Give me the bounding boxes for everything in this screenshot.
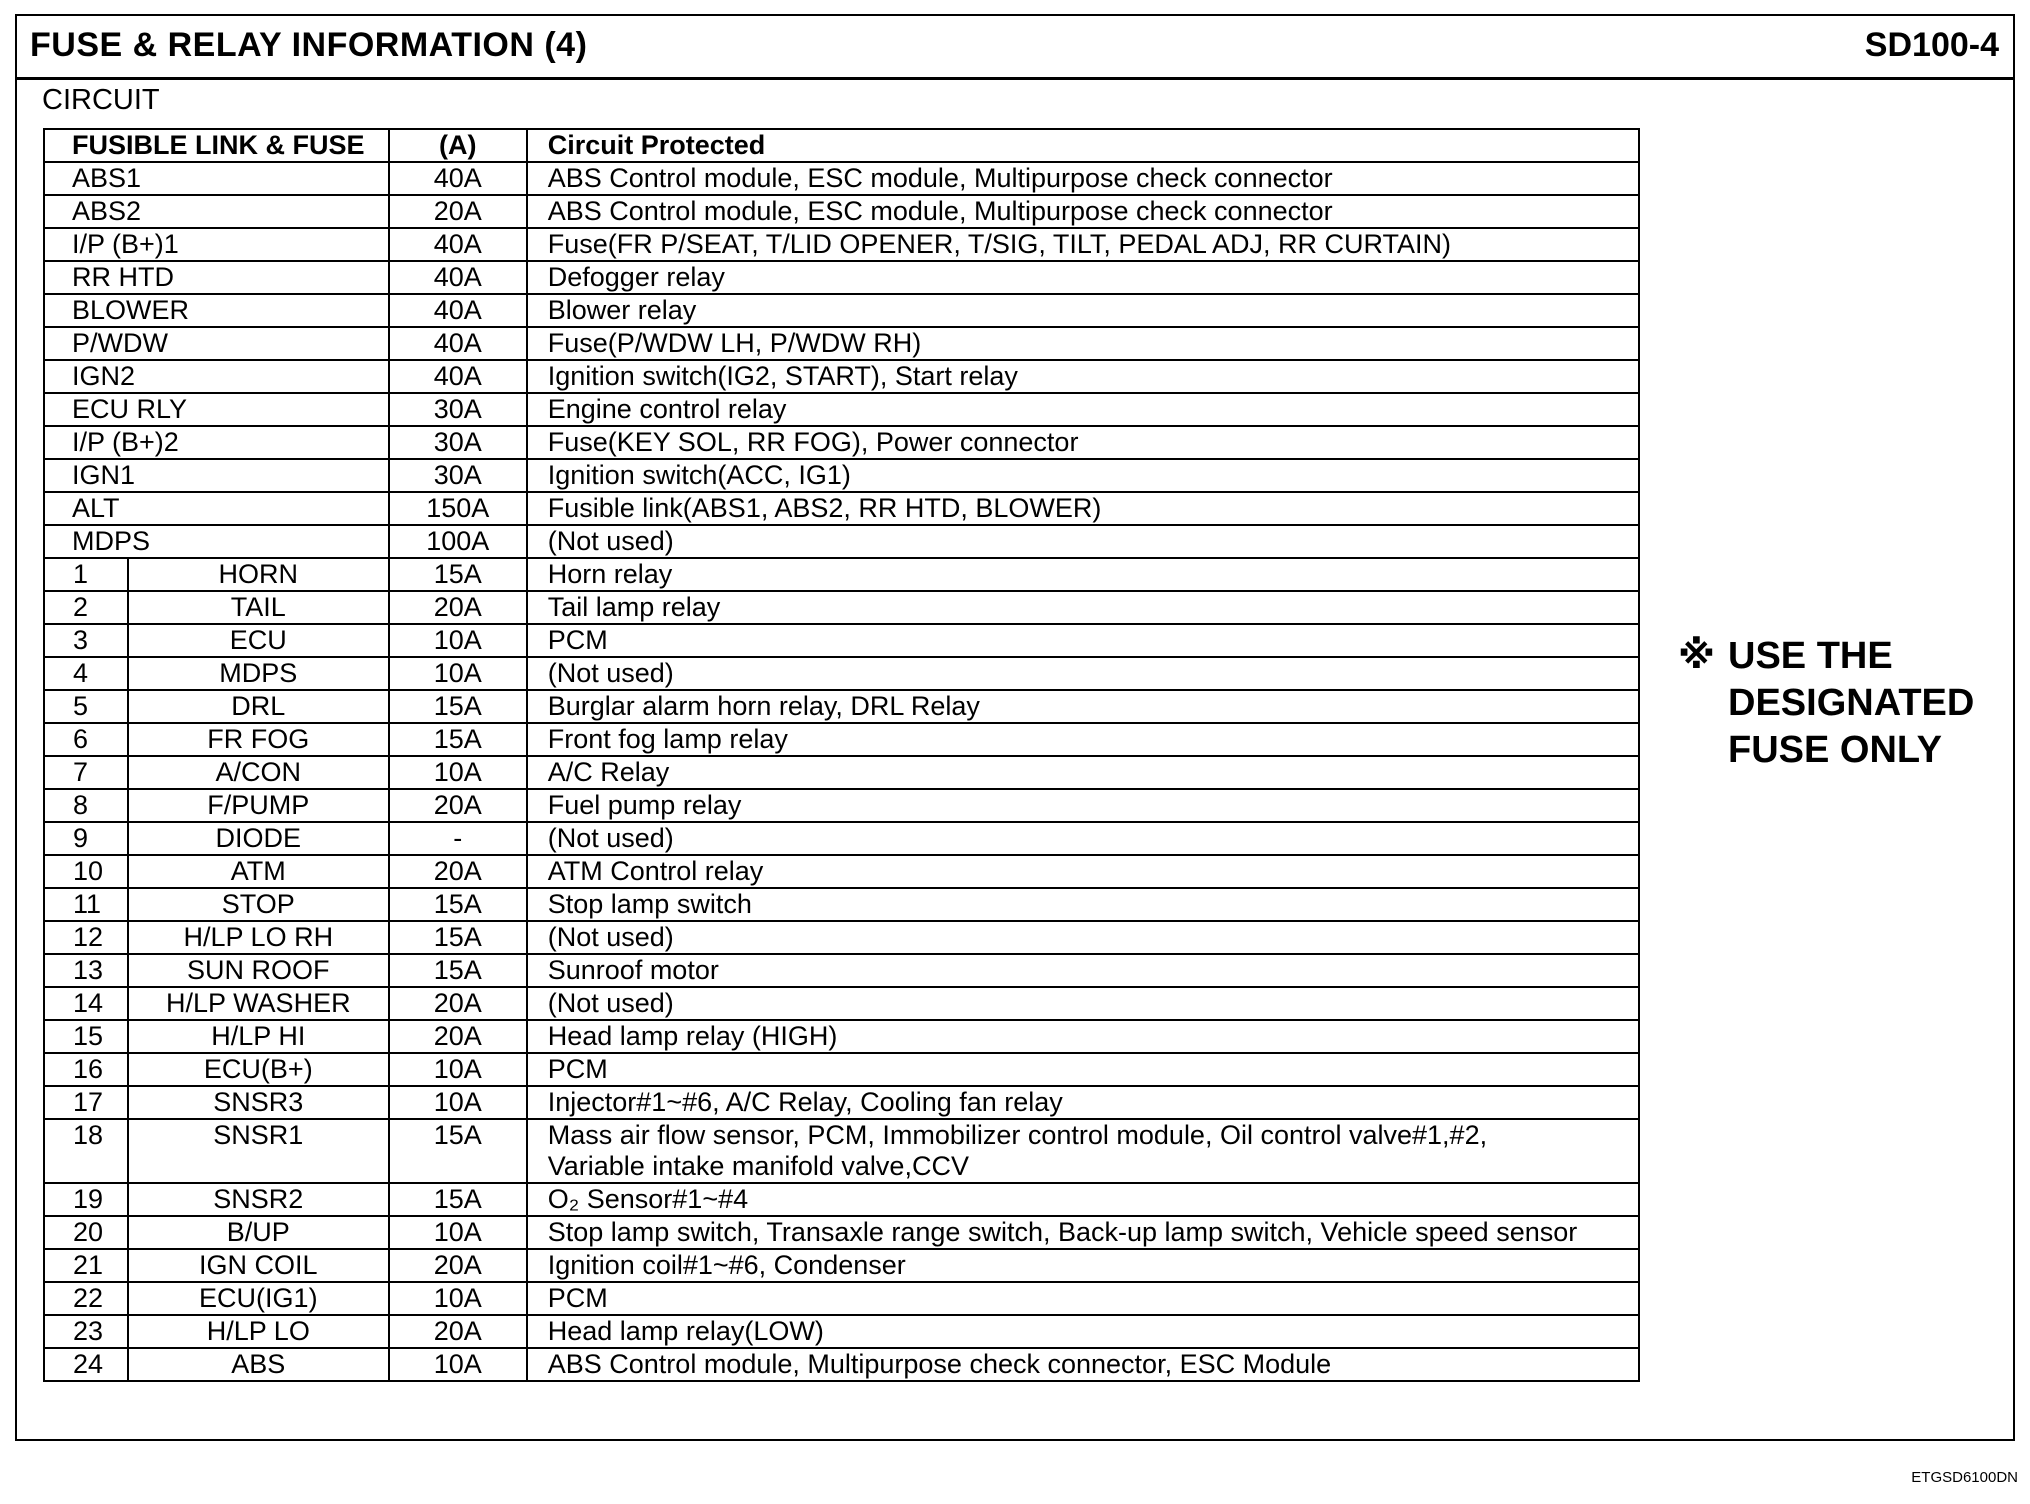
fuse-amps: 10A: [389, 624, 527, 657]
fusible-link-amps: 100A: [389, 525, 527, 558]
fuse-number: 10: [44, 855, 128, 888]
fuse-amps: 15A: [389, 1183, 527, 1216]
fusible-link-amps: 40A: [389, 360, 527, 393]
fusible-link-row: [44, 525, 1639, 558]
fuse-circuit-line: Tail lamp relay: [547, 592, 721, 622]
fuse-number: 12: [44, 921, 128, 954]
fuse-number: 17: [44, 1086, 128, 1119]
fuse-number: 18: [44, 1119, 128, 1183]
fuse-name: ECU(B+): [128, 1053, 389, 1086]
fuse-amps: 15A: [389, 723, 527, 756]
fuse-circuit-line: Injector#1~#6, A/C Relay, Cooling fan relay: [547, 1087, 1063, 1117]
fuse-name: SNSR3: [128, 1086, 389, 1119]
fuse-number: 15: [44, 1020, 128, 1053]
fusible-link-circuit: Fuse(KEY SOL, RR FOG), Power connector: [527, 426, 1639, 459]
fuse-amps: 15A: [389, 954, 527, 987]
fusible-link-name: IGN2: [44, 360, 389, 393]
fuse-circuit: [527, 1282, 1639, 1315]
fuse-name: IGN COIL: [128, 1249, 389, 1282]
fuse-circuit: [527, 1216, 1639, 1249]
fuse-number: 8: [44, 789, 128, 822]
fuse-circuit: [527, 1348, 1639, 1381]
fuse-name: ABS: [128, 1348, 389, 1381]
fuse-number: 24: [44, 1348, 128, 1381]
fuse-name: DRL: [128, 690, 389, 723]
fuse-row: [44, 723, 1639, 756]
fuse-number: 4: [44, 657, 128, 690]
fusible-link-circuit: Engine control relay: [527, 393, 1639, 426]
header-bar: [17, 16, 2013, 80]
fuse-circuit-line: Ignition coil#1~#6, Condenser: [547, 1250, 906, 1280]
fuse-name: A/CON: [128, 756, 389, 789]
fusible-link-row: [44, 327, 1639, 360]
fuse-circuit-line: Sunroof motor: [547, 955, 719, 985]
fusible-link-name: I/P (B+)2: [44, 426, 389, 459]
fuse-circuit: [527, 723, 1639, 756]
fuse-name: ECU(IG1): [128, 1282, 389, 1315]
fuse-name: F/PUMP: [128, 789, 389, 822]
fuse-circuit-line: Head lamp relay (HIGH): [547, 1021, 838, 1051]
table-header-row: [44, 129, 1639, 162]
fuse-amps: 15A: [389, 921, 527, 954]
fuse-name: DIODE: [128, 822, 389, 855]
fuse-number: 5: [44, 690, 128, 723]
fusible-link-name: P/WDW: [44, 327, 389, 360]
fuse-name: FR FOG: [128, 723, 389, 756]
fuse-circuit-line: O₂ Sensor#1~#4: [547, 1184, 749, 1214]
fuse-row: [44, 789, 1639, 822]
fuse-circuit-line: (Not used): [547, 988, 674, 1018]
fuse-amps: 20A: [389, 1315, 527, 1348]
fuse-number: 3: [44, 624, 128, 657]
fuse-circuit-line: Burglar alarm horn relay, DRL Relay: [547, 691, 980, 721]
fuse-row: [44, 987, 1639, 1020]
fusible-link-amps: 30A: [389, 393, 527, 426]
fuse-amps: 20A: [389, 987, 527, 1020]
fusible-link-circuit: Ignition switch(IG2, START), Start relay: [527, 360, 1639, 393]
fuse-amps: -: [389, 822, 527, 855]
fuse-amps: 10A: [389, 1086, 527, 1119]
fuse-circuit-line: Horn relay: [547, 559, 673, 589]
fuse-row: [44, 954, 1639, 987]
fuse-number: 13: [44, 954, 128, 987]
fusible-link-amps: 40A: [389, 228, 527, 261]
reference-mark-icon: ※: [1678, 635, 1715, 677]
fusible-link-rows: [44, 162, 1639, 558]
fusible-link-row: [44, 360, 1639, 393]
fuse-row: [44, 1249, 1639, 1282]
fuse-row: [44, 1020, 1639, 1053]
fuse-row: [44, 657, 1639, 690]
fuse-number: 16: [44, 1053, 128, 1086]
fuse-circuit: [527, 558, 1639, 591]
fuse-circuit: [527, 1053, 1639, 1086]
fuse-amps: 15A: [389, 888, 527, 921]
fuse-circuit-line: Front fog lamp relay: [547, 724, 788, 754]
fuse-circuit-line: Fuel pump relay: [547, 790, 742, 820]
page-title: FUSE & RELAY INFORMATION (4): [30, 26, 588, 64]
fuse-row: [44, 591, 1639, 624]
fusible-link-name: IGN1: [44, 459, 389, 492]
fusible-link-amps: 40A: [389, 294, 527, 327]
fuse-circuit: [527, 756, 1639, 789]
fusible-link-name: ALT: [44, 492, 389, 525]
fusible-link-name: RR HTD: [44, 261, 389, 294]
fuse-circuit-line: A/C Relay: [547, 757, 670, 787]
fuse-circuit: [527, 954, 1639, 987]
fusible-link-amps: 150A: [389, 492, 527, 525]
fuse-name: H/LP LO RH: [128, 921, 389, 954]
fuse-circuit: [527, 822, 1639, 855]
fusible-link-row: [44, 426, 1639, 459]
fuse-circuit: [527, 888, 1639, 921]
fuse-number: 1: [44, 558, 128, 591]
fuse-number: 7: [44, 756, 128, 789]
fuse-amps: 10A: [389, 1282, 527, 1315]
fuse-amps: 20A: [389, 1249, 527, 1282]
fuse-circuit-line: Stop lamp switch: [547, 889, 752, 919]
fuse-row: [44, 756, 1639, 789]
fuse-circuit-line: (Not used): [547, 658, 674, 688]
fuse-amps: 10A: [389, 1348, 527, 1381]
fusible-link-name: BLOWER: [44, 294, 389, 327]
fuse-circuit: [527, 591, 1639, 624]
fusible-link-amps: 30A: [389, 426, 527, 459]
fuse-rows: [44, 558, 1639, 1381]
fuse-row: [44, 822, 1639, 855]
fusible-link-name: I/P (B+)1: [44, 228, 389, 261]
fuse-circuit: [527, 855, 1639, 888]
fuse-name: ECU: [128, 624, 389, 657]
fuse-circuit: [527, 1119, 1639, 1183]
fusible-link-circuit: Fusible link(ABS1, ABS2, RR HTD, BLOWER): [527, 492, 1639, 525]
fuse-row: [44, 855, 1639, 888]
fuse-number: 23: [44, 1315, 128, 1348]
fusible-link-row: [44, 228, 1639, 261]
fuse-name: SNSR2: [128, 1183, 389, 1216]
fuse-name: B/UP: [128, 1216, 389, 1249]
fuse-circuit-line: ABS Control module, Multipurpose check connector, ESC Module: [547, 1349, 1332, 1379]
fuse-name: SUN ROOF: [128, 954, 389, 987]
fusible-link-amps: 40A: [389, 327, 527, 360]
fusible-link-circuit: Blower relay: [527, 294, 1639, 327]
fuse-row: [44, 1216, 1639, 1249]
fuse-amps: 10A: [389, 657, 527, 690]
fuse-number: 21: [44, 1249, 128, 1282]
fusible-link-circuit: Fuse(FR P/SEAT, T/LID OPENER, T/SIG, TILT, PEDAL ADJ, RR CURTAIN): [527, 228, 1639, 261]
fuse-name: STOP: [128, 888, 389, 921]
fuse-circuit-line: Mass air flow sensor, PCM, Immobilizer control module, Oil control valve#1,#2,: [547, 1120, 1488, 1150]
fuse-amps: 20A: [389, 789, 527, 822]
fusible-link-row: [44, 162, 1639, 195]
fuse-name: TAIL: [128, 591, 389, 624]
header-fuse: FUSIBLE LINK & FUSE: [44, 129, 389, 162]
fusible-link-circuit: Ignition switch(ACC, IG1): [527, 459, 1639, 492]
fusible-link-row: [44, 195, 1639, 228]
fusible-link-name: ABS2: [44, 195, 389, 228]
fuse-row: [44, 1183, 1639, 1216]
fuse-circuit-line: Variable intake manifold valve,CCV: [547, 1151, 969, 1181]
fusible-link-name: ECU RLY: [44, 393, 389, 426]
fusible-link-amps: 30A: [389, 459, 527, 492]
fuse-name: MDPS: [128, 657, 389, 690]
fuse-circuit: [527, 1183, 1639, 1216]
fusible-link-amps: 40A: [389, 162, 527, 195]
fusible-link-name: MDPS: [44, 525, 389, 558]
fuse-row: [44, 624, 1639, 657]
designated-fuse-notice: [1678, 633, 1974, 774]
fuse-amps: 20A: [389, 855, 527, 888]
fuse-number: 6: [44, 723, 128, 756]
fusible-link-circuit: Defogger relay: [527, 261, 1639, 294]
fuse-row: [44, 921, 1639, 954]
fuse-circuit: [527, 1249, 1639, 1282]
fuse-relay-table: [43, 128, 1640, 1382]
header-amps: (A): [389, 129, 527, 162]
fuse-row: [44, 690, 1639, 723]
fuse-circuit-line: (Not used): [547, 922, 674, 952]
fusible-link-circuit: (Not used): [527, 525, 1639, 558]
fuse-name: HORN: [128, 558, 389, 591]
fuse-circuit-line: PCM: [547, 1054, 608, 1084]
fuse-row: [44, 1282, 1639, 1315]
fuse-name: SNSR1: [128, 1119, 389, 1183]
fuse-number: 14: [44, 987, 128, 1020]
fusible-link-row: [44, 459, 1639, 492]
fuse-name: H/LP LO: [128, 1315, 389, 1348]
fuse-name: H/LP HI: [128, 1020, 389, 1053]
notice-line-2: DESIGNATED: [1728, 682, 1975, 724]
fuse-circuit: [527, 624, 1639, 657]
fuse-row: [44, 1119, 1639, 1183]
fuse-amps: 20A: [389, 1020, 527, 1053]
fuse-amps: 10A: [389, 1053, 527, 1086]
fuse-name: ATM: [128, 855, 389, 888]
notice-line-1: USE THE: [1728, 635, 1893, 677]
fuse-amps: 10A: [389, 1216, 527, 1249]
fuse-amps: 10A: [389, 756, 527, 789]
fuse-number: 11: [44, 888, 128, 921]
document-id: ETGSD6100DN: [1911, 1469, 2018, 1486]
fuse-row: [44, 1348, 1639, 1381]
fuse-number: 9: [44, 822, 128, 855]
fuse-number: 20: [44, 1216, 128, 1249]
fuse-circuit: [527, 1020, 1639, 1053]
fuse-row: [44, 888, 1639, 921]
fuse-amps: 15A: [389, 1119, 527, 1183]
fuse-name: H/LP WASHER: [128, 987, 389, 1020]
fusible-link-circuit: ABS Control module, ESC module, Multipurpose check connector: [527, 162, 1639, 195]
fuse-circuit: [527, 1315, 1639, 1348]
notice-line-3: FUSE ONLY: [1728, 729, 1942, 771]
fusible-link-row: [44, 294, 1639, 327]
fuse-circuit-line: ATM Control relay: [547, 856, 764, 886]
fusible-link-circuit: Fuse(P/WDW LH, P/WDW RH): [527, 327, 1639, 360]
fuse-circuit: [527, 789, 1639, 822]
fuse-circuit: [527, 690, 1639, 723]
fuse-row: [44, 1053, 1639, 1086]
fuse-row: [44, 1315, 1639, 1348]
section-label: CIRCUIT: [42, 84, 160, 116]
fuse-circuit: [527, 921, 1639, 954]
fusible-link-circuit: ABS Control module, ESC module, Multipurpose check connector: [527, 195, 1639, 228]
page-code: SD100-4: [1864, 26, 1999, 64]
fuse-circuit-line: (Not used): [547, 823, 674, 853]
fusible-link-row: [44, 492, 1639, 525]
fuse-circuit-line: PCM: [547, 1283, 608, 1313]
fusible-link-row: [44, 261, 1639, 294]
fusible-link-row: [44, 393, 1639, 426]
fuse-amps: 20A: [389, 591, 527, 624]
fuse-circuit: [527, 657, 1639, 690]
fuse-number: 2: [44, 591, 128, 624]
fuse-circuit: [527, 1086, 1639, 1119]
header-circuit: Circuit Protected: [527, 129, 1639, 162]
fuse-circuit-line: PCM: [547, 625, 608, 655]
fuse-circuit: [527, 987, 1639, 1020]
fuse-amps: 15A: [389, 558, 527, 591]
fusible-link-amps: 20A: [389, 195, 527, 228]
fuse-number: 19: [44, 1183, 128, 1216]
fuse-circuit-line: Stop lamp switch, Transaxle range switch, Back-up lamp switch, Vehicle speed sensor: [547, 1217, 1578, 1247]
fuse-amps: 15A: [389, 690, 527, 723]
fusible-link-amps: 40A: [389, 261, 527, 294]
fuse-circuit-line: Head lamp relay(LOW): [547, 1316, 824, 1346]
fusible-link-name: ABS1: [44, 162, 389, 195]
fuse-row: [44, 1086, 1639, 1119]
fuse-number: 22: [44, 1282, 128, 1315]
fuse-row: [44, 558, 1639, 591]
